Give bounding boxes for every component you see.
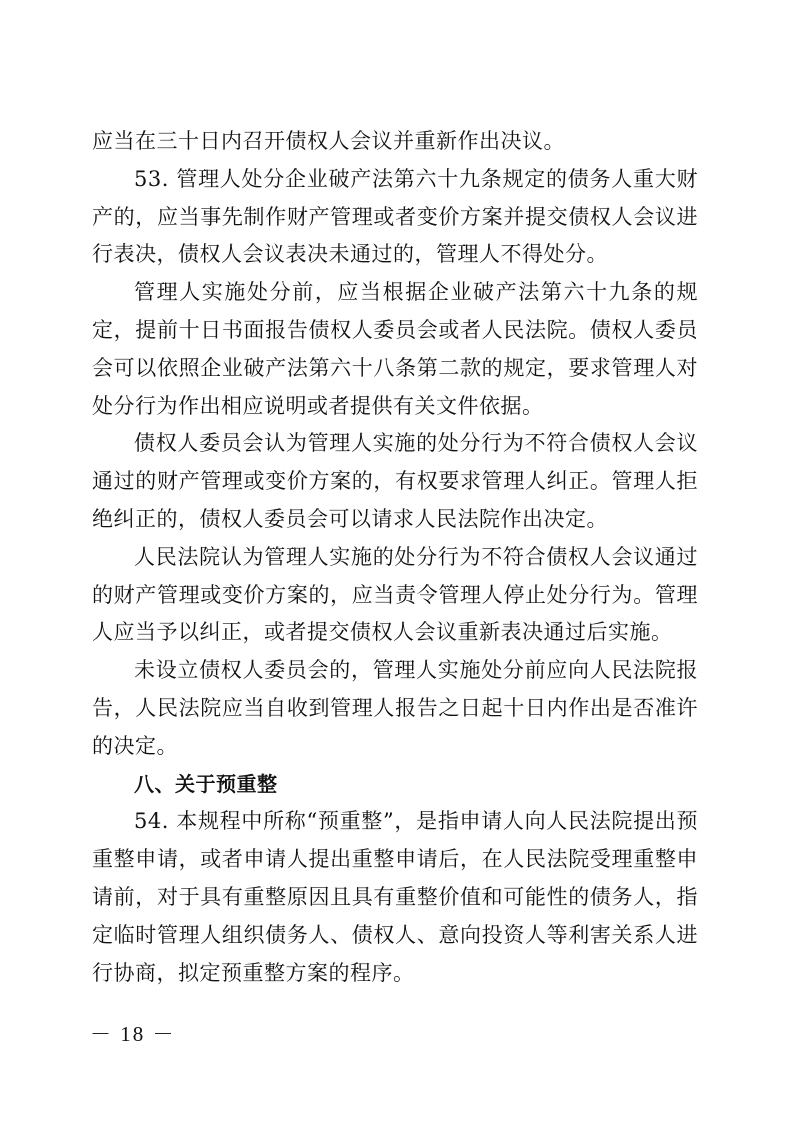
paragraph-article-53: 53. 管理人处分企业破产法第六十九条规定的债务人重大财产的，应当事先制作财产管理或者变价方案并提交债权人会议进行表决，债权人会议表决未通过的，管理人不得处分。	[92, 166, 698, 267]
paragraph-article-54: 54. 本规程中所称“预重整”，是指申请人向人民法院提出预重整申请，或者申请人提出重整申请后，在人民法院受理重整申请前，对于具有重整原因且具有重整价值和可能性的债务人，指定临时管理人组织债务人、债权人、意向投资人等利害关系人进行协商，拟定预重整方案的程序。	[92, 809, 698, 985]
page-number: － 18 －	[90, 1022, 176, 1046]
paragraph-committee-correction: 债权人委员会认为管理人实施的处分行为不符合债权人会议通过的财产管理或变价方案的，有权要求管理人纠正。管理人拒绝纠正的，债权人委员会可以请求人民法院作出决定。	[92, 431, 698, 531]
paragraph-disposal-report: 管理人实施处分前，应当根据企业破产法第六十九条的规定，提前十日书面报告债权人委员会或者人民法院。债权人委员会可以依照企业破产法第六十八条第二款的规定，要求管理人对处分行为作出相应说明或者提供有关文件依据。	[92, 280, 698, 418]
document-body	[92, 123, 698, 992]
paragraph-no-committee: 未设立债权人委员会的，管理人实施处分前应向人民法院报告，人民法院应当自收到管理人报告之日起十日内作出是否准许的决定。	[92, 658, 698, 758]
paragraph-court-order: 人民法院认为管理人实施的处分行为不符合债权人会议通过的财产管理或变价方案的，应当责令管理人停止处分行为。管理人应当予以纠正，或者提交债权人会议重新表决通过后实施。	[92, 544, 698, 645]
section-heading-pre-reorganization: 八、关于预重整	[134, 771, 278, 796]
paragraph-continuation: 应当在三十日内召开债权人会议并重新作出决议。	[92, 129, 565, 153]
